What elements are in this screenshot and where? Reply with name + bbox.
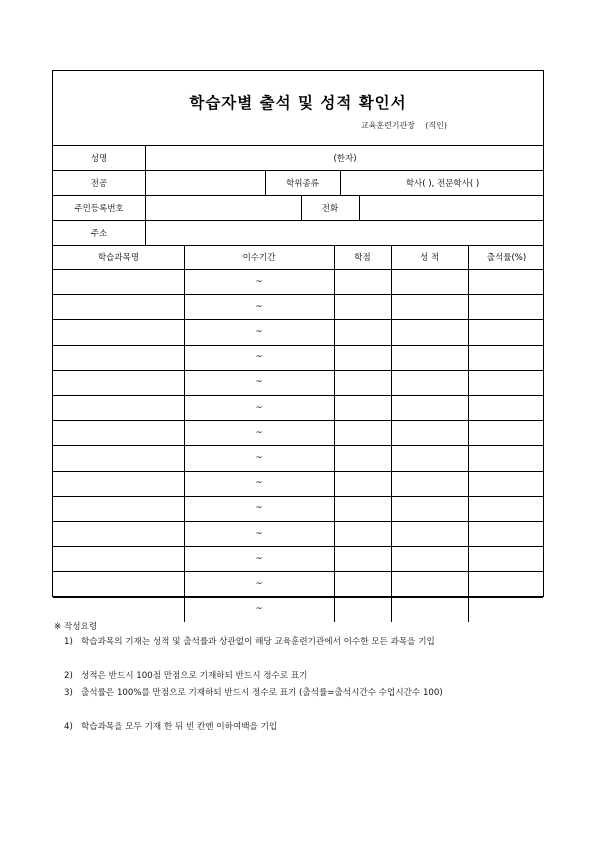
table-cell[interactable] [391,571,468,596]
table-cell[interactable] [334,521,391,546]
table-cell[interactable] [53,269,184,294]
table-cell[interactable] [391,420,468,445]
table-cell[interactable]: ~ [255,402,263,413]
table-cell[interactable] [468,597,545,622]
table-cell[interactable] [391,370,468,395]
table-cell[interactable]: ~ [255,478,263,489]
table-cell[interactable] [468,395,545,420]
table-cell[interactable] [53,571,184,596]
table-cell[interactable]: ~ [255,377,263,388]
degree-options-field[interactable]: 학사( ), 전문학사( ) [405,178,480,189]
table-row [53,571,543,596]
table-cell[interactable]: ~ [255,352,263,363]
table-cell[interactable] [53,445,184,470]
phone-label: 전화 [321,203,339,214]
table-cell[interactable]: ~ [255,427,263,438]
table-cell[interactable] [391,471,468,496]
table-cell[interactable] [468,370,545,395]
table-cell[interactable] [53,471,184,496]
table-cell[interactable] [391,319,468,344]
column-header: 이수기간 [242,253,276,263]
table-cell[interactable] [334,319,391,344]
table-cell[interactable] [53,597,184,622]
table-row [53,269,543,294]
table-cell[interactable]: ~ [255,604,263,615]
issuer-label: 교육훈련기관장 [360,121,415,130]
table-cell[interactable] [468,471,545,496]
table-row [53,496,543,521]
table-cell[interactable] [334,445,391,470]
table-cell[interactable]: ~ [255,553,263,564]
stamp-label: (직인) [425,121,447,130]
table-cell[interactable] [468,319,545,344]
table-cell[interactable] [391,269,468,294]
table-cell[interactable] [53,345,184,370]
table-row [53,471,543,496]
table-cell[interactable] [334,571,391,596]
guide-heading: ※ 작성요령 [54,622,98,632]
table-cell[interactable] [391,597,468,622]
column-header: 성 적 [419,253,440,263]
major-field[interactable] [145,170,265,195]
table-cell[interactable] [53,294,184,319]
table-cell[interactable] [391,521,468,546]
table-row [53,345,543,370]
name-label: 성명 [90,154,108,164]
table-cell[interactable] [468,345,545,370]
table-cell[interactable] [468,571,545,596]
table-cell[interactable]: ~ [255,528,263,539]
table-cell[interactable]: ~ [255,578,263,589]
hanja-label: (한자) [333,154,357,164]
table-cell[interactable] [391,546,468,571]
table-cell[interactable] [468,521,545,546]
table-cell[interactable] [334,471,391,496]
title-area [53,71,543,146]
table-row [53,294,543,319]
table-cell[interactable]: ~ [255,503,263,514]
table-row [53,395,543,420]
column-header: 출석률(%) [486,253,527,263]
table-cell[interactable]: ~ [255,276,263,287]
table-cell[interactable] [334,597,391,622]
table-cell[interactable] [334,294,391,319]
table-row [53,370,543,395]
column-header: 학습과목명 [97,253,140,263]
resident-id-field[interactable] [145,195,301,220]
phone-field[interactable] [359,195,545,220]
table-cell[interactable] [53,546,184,571]
table-cell[interactable] [391,345,468,370]
table-row [53,546,543,571]
name-field[interactable] [145,146,545,170]
table-cell[interactable]: ~ [255,326,263,337]
table-cell[interactable] [391,445,468,470]
table-cell[interactable]: ~ [255,452,263,463]
table-cell[interactable] [334,546,391,571]
table-cell[interactable] [334,420,391,445]
table-cell[interactable] [53,521,184,546]
major-label: 전공 [90,178,108,189]
table-cell[interactable] [391,294,468,319]
table-cell[interactable] [334,370,391,395]
address-label: 주소 [90,228,108,239]
table-row [53,597,543,622]
table-row [53,521,543,546]
table-cell[interactable] [468,546,545,571]
table-row [53,445,543,470]
table-row [53,420,543,445]
table-row [53,319,543,344]
table-cell[interactable] [334,496,391,521]
column-header: 학점 [354,253,371,263]
table-cell[interactable] [53,395,184,420]
degree-type-label: 학위종류 [286,178,319,189]
form-title: 학습자별 출석 및 성적 확인서 [189,94,407,112]
confirmation-form [52,70,544,615]
resident-id-label: 주민등록번호 [74,203,124,214]
table-cell[interactable] [468,269,545,294]
table-cell[interactable] [53,370,184,395]
table-cell[interactable] [391,496,468,521]
table-cell[interactable] [468,294,545,319]
table-cell[interactable]: ~ [255,301,263,312]
table-cell[interactable] [468,420,545,445]
table-cell[interactable] [468,445,545,470]
table-cell[interactable] [334,395,391,420]
table-cell[interactable] [468,496,545,521]
table-cell[interactable] [391,395,468,420]
table-cell[interactable] [334,269,391,294]
table-cell[interactable] [334,345,391,370]
table-cell[interactable] [53,319,184,344]
table-cell[interactable] [53,496,184,521]
table-cell[interactable] [53,420,184,445]
address-field[interactable] [145,220,545,245]
